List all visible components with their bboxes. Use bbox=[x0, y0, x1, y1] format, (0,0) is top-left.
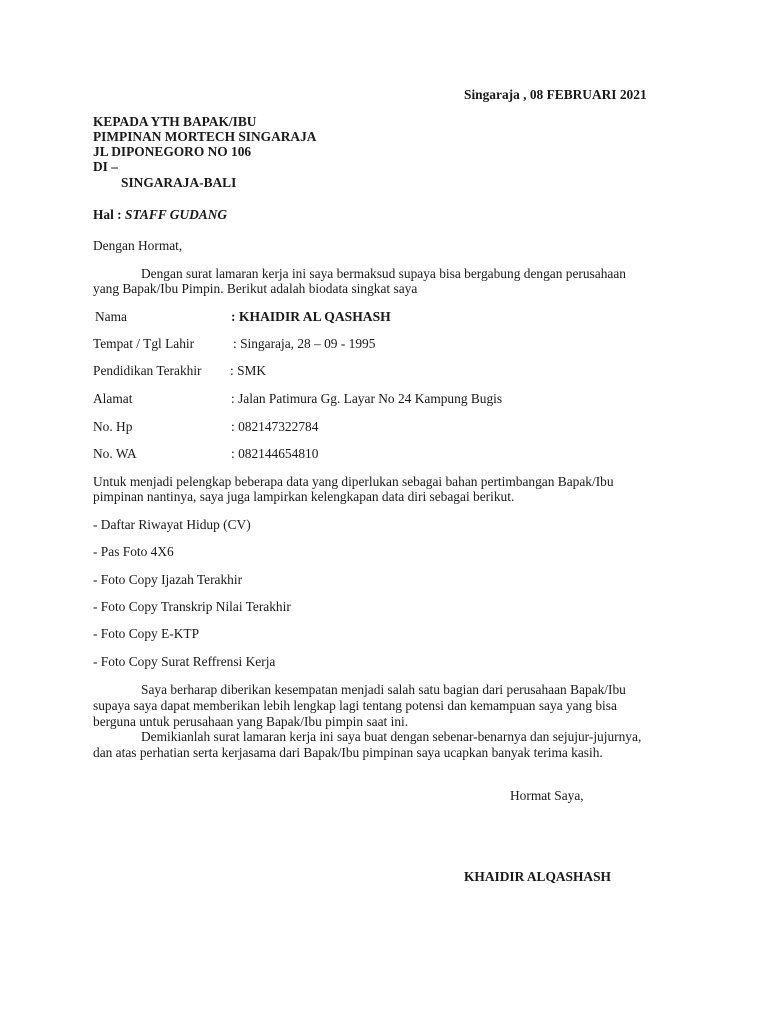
closing-para-2-line-2: dan atas perhatian serta kerjasama dari Bapak/Ibu pimpinan saya ucapkan banyak terima kasih. bbox=[93, 745, 603, 760]
letter-date: Singaraja , 08 FEBRUARI 2021 bbox=[464, 87, 647, 102]
intro-line-1: Dengan surat lamaran kerja ini saya bermaksud supaya bisa bergabung dengan perusahaan bbox=[141, 266, 626, 281]
biodata-value-wa: : 082144654810 bbox=[231, 446, 319, 461]
subject-value: STAFF GUDANG bbox=[125, 207, 228, 222]
closing-para-1-line-2: supaya saya dapat memberikan lebih lengkap lagi tentang potensi dan kemampuan saya yang bisa bbox=[93, 698, 617, 713]
closing-para-2-line-1: Demikianlah surat lamaran kerja ini saya buat dengan sebenar-benarnya dan sejujur-jujurnya, bbox=[141, 729, 642, 744]
biodata-label-wa: No. WA bbox=[93, 446, 137, 461]
sign-off: Hormat Saya, bbox=[510, 788, 584, 803]
attachment-item: - Pas Foto 4X6 bbox=[93, 544, 174, 559]
biodata-value-name: : KHAIDIR AL QASHASH bbox=[231, 309, 391, 324]
recipient-line-4: DI – bbox=[93, 159, 118, 174]
attachment-item: - Foto Copy Surat Reffrensi Kerja bbox=[93, 654, 276, 669]
intro-line-2: yang Bapak/Ibu Pimpin. Berikut adalah biodata singkat saya bbox=[93, 281, 418, 296]
subject-line bbox=[93, 208, 227, 222]
recipient-line-2: PIMPINAN MORTECH SINGARAJA bbox=[93, 129, 317, 144]
recipient-line-1: KEPADA YTH BAPAK/IBU bbox=[93, 114, 257, 129]
greeting: Dengan Hormat, bbox=[93, 238, 183, 253]
biodata-value-education: : SMK bbox=[230, 363, 267, 378]
closing-para-1-line-1: Saya berharap diberikan kesempatan menjadi salah satu bagian dari perusahaan Bapak/Ibu bbox=[141, 682, 626, 697]
biodata-value-address: : Jalan Patimura Gg. Layar No 24 Kampung Bugis bbox=[231, 391, 503, 406]
attachments-intro-line-2: pimpinan nantinya, saya juga lampirkan kelengkapan data diri sebagai berikut. bbox=[93, 489, 515, 504]
attachment-item: - Foto Copy E-KTP bbox=[93, 626, 200, 641]
biodata-label-phone: No. Hp bbox=[93, 419, 133, 434]
attachments-intro-line-1: Untuk menjadi pelengkap beberapa data yang diperlukan sebagai bahan pertimbangan Bapak/Ibu bbox=[93, 474, 614, 489]
biodata-label-birth: Tempat / Tgl Lahir bbox=[93, 336, 195, 351]
biodata-label-education: Pendidikan Terakhir bbox=[93, 363, 202, 378]
biodata-label-name: Nama bbox=[95, 309, 127, 324]
recipient-line-3: JL DIPONEGORO NO 106 bbox=[93, 144, 252, 159]
biodata-value-phone: : 082147322784 bbox=[231, 419, 319, 434]
recipient-line-5: SINGARAJA-BALI bbox=[121, 175, 237, 190]
attachment-item: - Daftar Riwayat Hidup (CV) bbox=[93, 517, 251, 532]
biodata-value-birth: : Singaraja, 28 – 09 - 1995 bbox=[233, 336, 376, 351]
attachment-item: - Foto Copy Ijazah Terakhir bbox=[93, 572, 243, 587]
signature-name: KHAIDIR ALQASHASH bbox=[464, 869, 611, 884]
biodata-label-address: Alamat bbox=[93, 391, 133, 406]
subject-label: Hal : bbox=[93, 207, 125, 222]
closing-para-1-line-3: berguna untuk perusahaan yang Bapak/Ibu pimpin saat ini. bbox=[93, 714, 409, 729]
attachment-item: - Foto Copy Transkrip Nilai Terakhir bbox=[93, 599, 291, 614]
